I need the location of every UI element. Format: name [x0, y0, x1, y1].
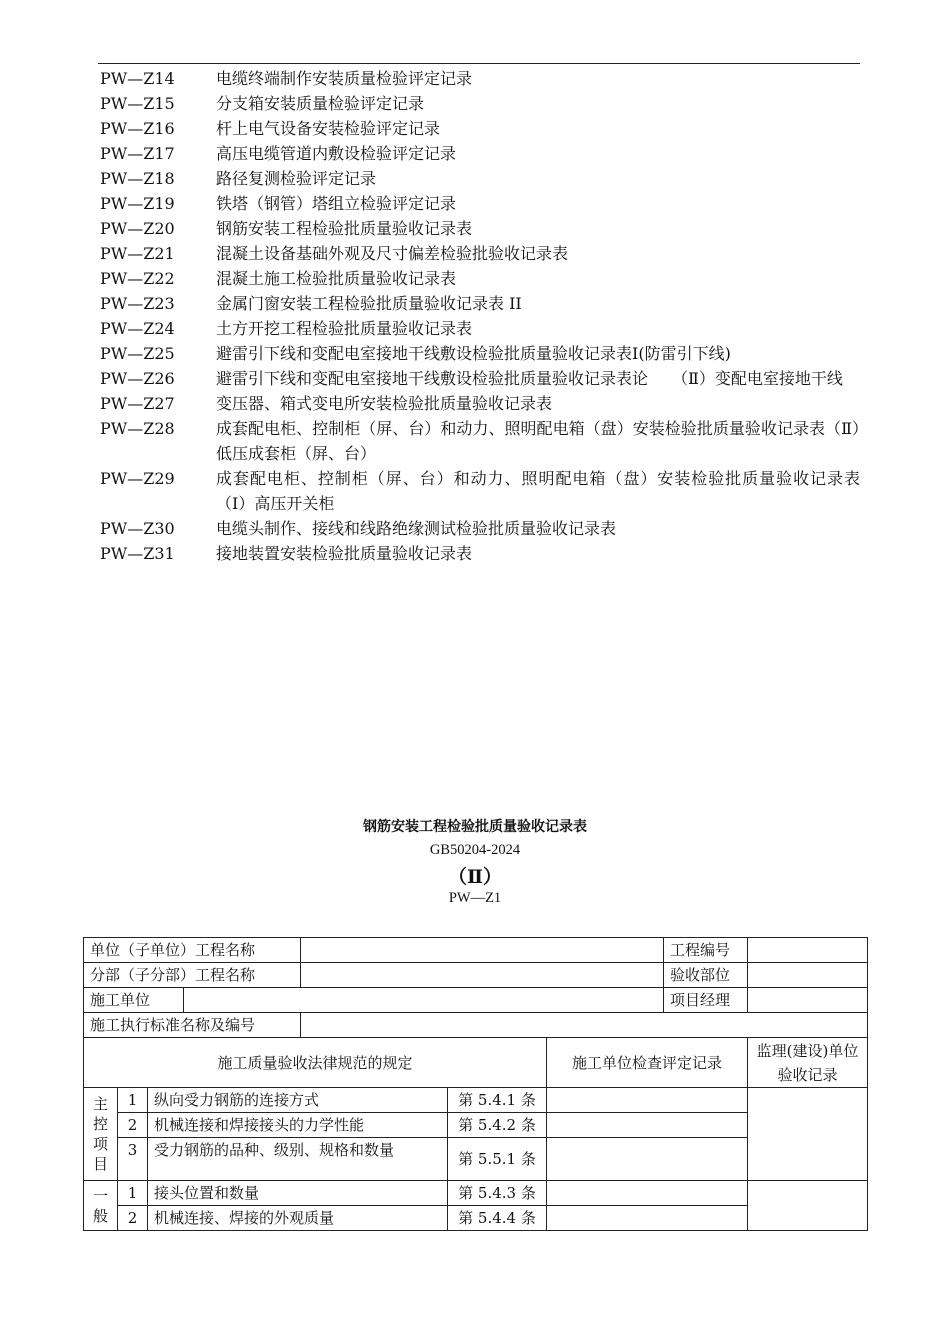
standard-number: GB50204-2024: [429, 842, 521, 858]
list-item: [100, 366, 860, 391]
record-code: PW—Z18: [100, 169, 175, 188]
record-title: 分支箱安装质量检验评定记录: [216, 94, 425, 113]
record-title: 杆上电气设备安装检验评定记录: [216, 119, 441, 138]
record-title: 混凝土设备基础外观及尺寸偏差检验批验收记录表: [216, 244, 569, 263]
header-rule: [98, 63, 860, 64]
item-clause: 第 5.4.1 条: [448, 1088, 547, 1113]
item-number: 1: [118, 1181, 148, 1206]
item-clause: 第 5.5.1 条: [448, 1138, 547, 1181]
list-item: [100, 516, 860, 541]
list-item: [100, 216, 860, 241]
item-name: 受力钢筋的品种、级别、规格和数量: [148, 1138, 448, 1181]
supervision-record-field[interactable]: [748, 1181, 868, 1231]
project-no-field[interactable]: [748, 938, 868, 963]
record-code: PW—Z17: [100, 144, 175, 163]
item-number: 3: [118, 1138, 148, 1181]
list-item: [100, 166, 860, 191]
table-row: [84, 1013, 868, 1038]
check-record-field[interactable]: [547, 1206, 748, 1231]
item-number: 1: [118, 1088, 148, 1113]
item-clause: 第 5.4.4 条: [448, 1206, 547, 1231]
record-title: 路径复测检验评定记录: [216, 169, 377, 188]
table-row: [84, 1088, 868, 1113]
list-item: [100, 466, 877, 516]
record-code: PW—Z19: [100, 194, 175, 213]
check-header: 施工单位检查评定记录: [547, 1038, 748, 1088]
record-title: 电缆终端制作安装质量检验评定记录: [216, 69, 473, 88]
record-title: 铁塔（钢管）塔组立检验评定记录: [216, 194, 457, 213]
list-item: [100, 91, 860, 116]
item-clause: 第 5.4.2 条: [448, 1113, 547, 1138]
list-item: [100, 416, 860, 466]
construction-unit-field[interactable]: [184, 988, 664, 1013]
page-bottom-mask: [0, 1242, 950, 1344]
subdivision-label: 分部（子分部）工程名称: [84, 963, 301, 988]
list-item: [100, 541, 860, 566]
record-code: PW—Z15: [100, 94, 175, 113]
item-name: 纵向受力钢筋的连接方式: [148, 1088, 448, 1113]
standard-label: 施工执行标准名称及编号: [84, 1013, 301, 1038]
record-title: 混凝土施工检验批质量验收记录表: [216, 269, 457, 288]
list-item: [100, 291, 860, 316]
table-row: [84, 1181, 868, 1206]
list-item: [100, 241, 860, 266]
record-code: PW—Z25: [100, 344, 175, 363]
project-no-label: 工程编号: [664, 938, 748, 963]
record-code: PW—Z27: [100, 394, 175, 413]
record-code: PW—Z28: [100, 419, 175, 438]
record-code: PW—Z31: [100, 544, 175, 563]
record-title: 成套配电柜、控制柜（屏、台）和动力、照明配电箱（盘）安装检验批质量验收记录表（Ⅱ）低压成套柜（屏、台）: [216, 419, 860, 463]
record-code: PW—Z21: [100, 244, 175, 263]
table-row: [84, 988, 868, 1013]
check-record-field[interactable]: [547, 1088, 748, 1113]
item-name: 机械连接和焊接接头的力学性能: [148, 1113, 448, 1138]
record-title: 土方开挖工程检验批质量验收记录表: [216, 319, 473, 338]
item-name: 机械连接、焊接的外观质量: [148, 1206, 448, 1231]
item-number: 2: [118, 1113, 148, 1138]
record-code: PW—Z29: [100, 469, 175, 488]
standard-field[interactable]: [301, 1013, 868, 1038]
record-title: 避雷引下线和变配电室接地干线敷设检验批质量验收记录表Ⅰ(防雷引下线): [216, 344, 731, 363]
record-code: PW—Z14: [100, 69, 175, 88]
table-row: [84, 938, 868, 963]
form-variant: （Ⅱ）: [447, 866, 502, 888]
list-item: [100, 266, 860, 291]
main-items-group-label: 主 控 项 目: [84, 1088, 118, 1181]
project-manager-label: 项目经理: [664, 988, 748, 1013]
item-number: 2: [118, 1206, 148, 1231]
record-title: 高压电缆管道内敷设检验评定记录: [216, 144, 457, 163]
list-item: [100, 66, 860, 91]
acceptance-part-field[interactable]: [748, 963, 868, 988]
check-record-field[interactable]: [547, 1181, 748, 1206]
record-code: PW—Z30: [100, 519, 175, 538]
supervision-record-field[interactable]: [748, 1088, 868, 1181]
list-item: [100, 341, 860, 366]
list-item: [100, 141, 860, 166]
record-code: PW—Z22: [100, 269, 175, 288]
list-item: [100, 191, 860, 216]
acceptance-record-table: [83, 937, 868, 1231]
list-item: [100, 391, 860, 416]
record-code: PW—Z16: [100, 119, 175, 138]
document-title: 钢筋安装工程检验批质量验收记录表: [363, 819, 587, 835]
record-title: 变压器、箱式变电所安装检验批质量验收记录表: [216, 394, 553, 413]
check-record-field[interactable]: [547, 1138, 748, 1181]
supervision-header: 监理(建设)单位验收记录: [748, 1038, 868, 1088]
record-title: 接地装置安装检验批质量验收记录表: [216, 544, 473, 563]
form-code: PW—Z1: [448, 890, 502, 906]
record-code: PW—Z24: [100, 319, 175, 338]
subdivision-field[interactable]: [301, 963, 664, 988]
list-item: [100, 316, 860, 341]
record-title: 钢筋安装工程检验批质量验收记录表: [216, 219, 473, 238]
record-title: 金属门窗安装工程检验批质量验收记录表 II: [216, 294, 522, 313]
record-code: PW—Z23: [100, 294, 175, 313]
general-items-group-label: 一 般: [84, 1181, 118, 1231]
unit-name-label: 单位（子单位）工程名称: [84, 938, 301, 963]
item-clause: 第 5.4.3 条: [448, 1181, 547, 1206]
construction-unit-label: 施工单位: [84, 988, 184, 1013]
record-title: 避雷引下线和变配电室接地干线敷设检验批质量验收记录表论 （Ⅱ）变配电室接地干线: [216, 369, 843, 388]
record-title: 电缆头制作、接线和线路绝缘测试检验批质量验收记录表: [216, 519, 617, 538]
record-code: PW—Z26: [100, 369, 175, 388]
item-name: 接头位置和数量: [148, 1181, 448, 1206]
record-index-list: [100, 66, 877, 566]
list-item: [100, 116, 860, 141]
spec-header: 施工质量验收法律规范的规定: [84, 1038, 547, 1088]
check-record-field[interactable]: [547, 1113, 748, 1138]
acceptance-part-label: 验收部位: [664, 963, 748, 988]
table-row: [84, 1038, 868, 1088]
record-title: 成套配电柜、控制柜（屏、台）和动力、照明配电箱（盘）安装检验批质量验收记录表 （Ⅰ）高压开关柜: [216, 469, 877, 513]
record-code: PW—Z20: [100, 219, 175, 238]
project-manager-field[interactable]: [748, 988, 868, 1013]
table-row: [84, 963, 868, 988]
unit-name-field[interactable]: [301, 938, 664, 963]
